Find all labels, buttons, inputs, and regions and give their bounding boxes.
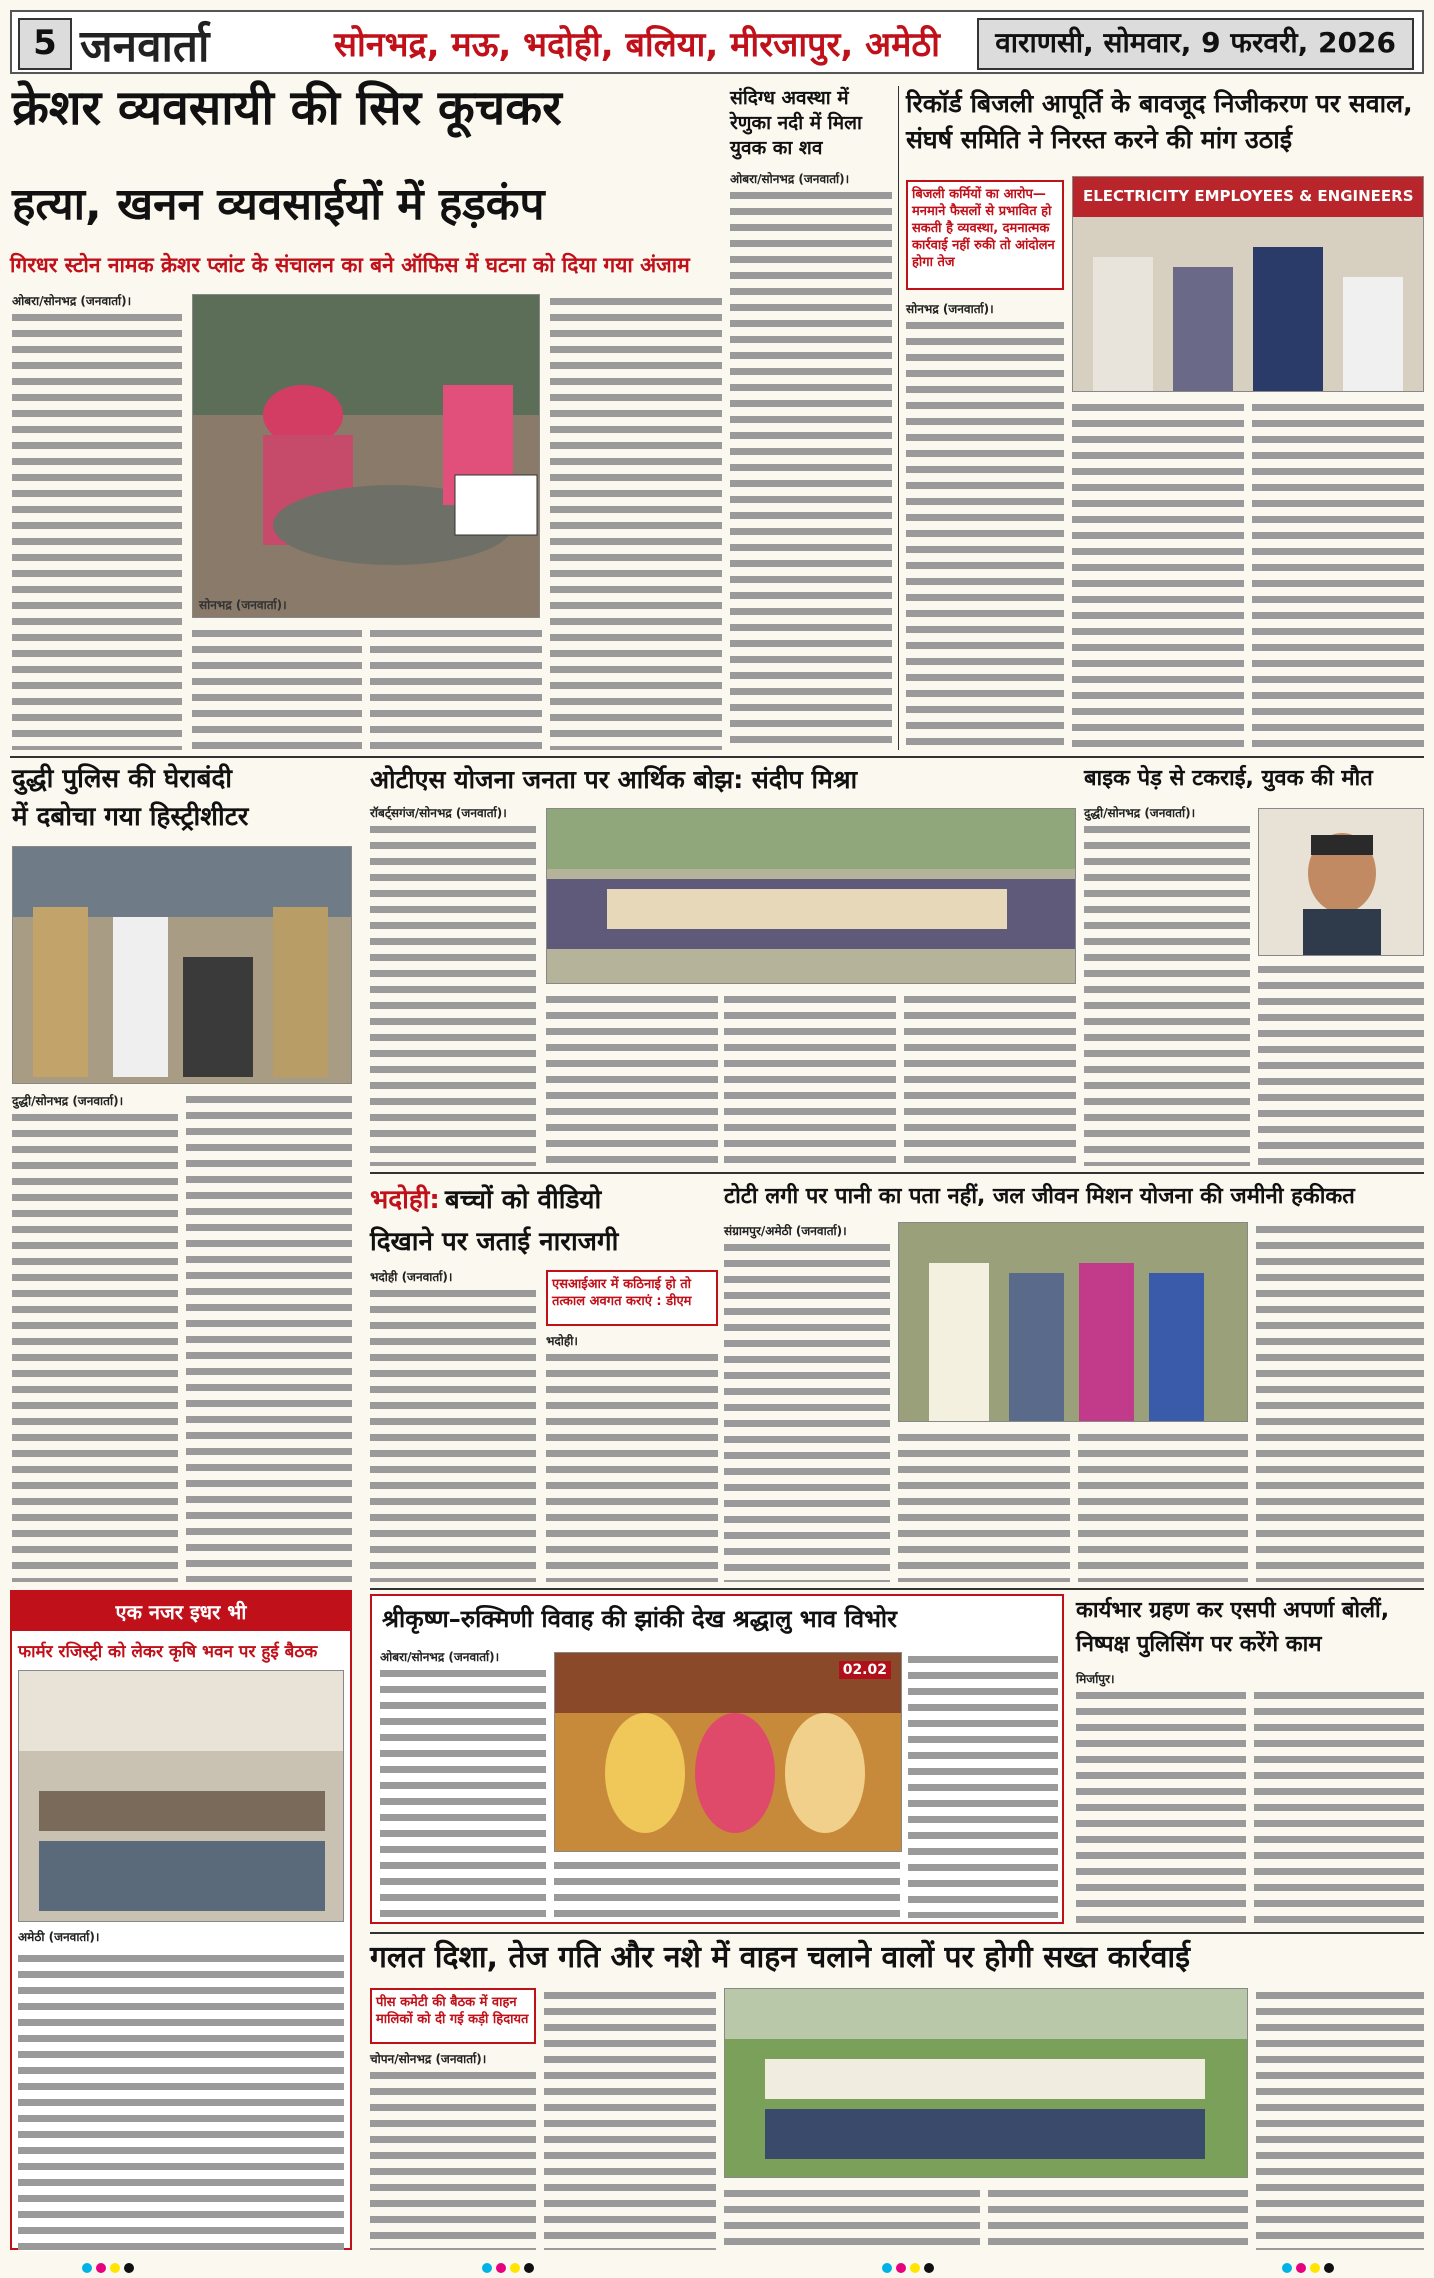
registration-marks-mid (880, 2258, 936, 2272)
story8-body-col1 (724, 1240, 890, 1582)
story9-photo-stamp: 02.02 (839, 1661, 891, 1679)
story3-banner: ELECTRICITY EMPLOYEES & ENGINEERS (1083, 187, 1414, 205)
page-number: 5 (18, 18, 72, 70)
lead-dateline: ओबरा/सोनभद्र (जनवार्ता)। (12, 294, 132, 308)
story6-dateline: दुद्धी/सोनभद्र (जनवार्ता)। (1084, 806, 1196, 820)
story5-body-col3 (724, 992, 896, 1166)
lead-subhead: गिरधर स्टोन नामक क्रेशर प्लांट के संचालन का बने ऑफिस में घटना को दिया गया अंजाम (10, 253, 690, 277)
story9-dateline: ओबरा/सोनभद्र (जनवार्ता)। (380, 1650, 500, 1664)
story11-dateline: अमेठी (जनवार्ता)। (18, 1930, 100, 1944)
lead-body-col2 (192, 626, 362, 750)
story5-dateline: रॉबर्ट्सगंज/सोनभद्र (जनवार्ता)। (370, 806, 507, 820)
story9-photo (554, 1652, 902, 1852)
story7-headline-1: बच्चों को वीडियो (444, 1185, 602, 1215)
story4-body-col2 (186, 1092, 352, 1582)
registration-marks-left (80, 2258, 136, 2272)
story11-box (10, 1590, 352, 2250)
story5-body-col1 (370, 822, 536, 1166)
story4-photo (12, 846, 352, 1084)
story2-headline: संदिग्ध अवस्था में रेणुका नदी में मिला युवक का शव (730, 87, 862, 159)
story6-photo (1258, 808, 1424, 956)
story10-headline: कार्यभार ग्रहण कर एसपी अपर्णा बोलीं, निष्पक्ष पुलिसिंग पर करेंगे काम (1076, 1598, 1390, 1657)
story9-body-col2 (554, 1858, 900, 1918)
story12-subhead: पीस कमेटी की बैठक में वाहन मालिकों को दी गई कड़ी हिदायत (370, 1988, 536, 2044)
story4-body-col1 (12, 1110, 178, 1582)
story6-body-col2 (1258, 962, 1424, 1166)
story3-body-col3 (1252, 400, 1424, 750)
paper-name: जनवार्ता (80, 21, 210, 72)
story7-body-col1 (370, 1286, 536, 1582)
story11-photo (18, 1670, 344, 1922)
story11-box-title: एक नजर इधर भी (12, 1592, 350, 1631)
story3-headline: रिकॉर्ड बिजली आपूर्ति के बावजूद निजीकरण पर सवाल, संघर्ष समिति ने निरस्त करने की मांग उठाई (906, 89, 1413, 154)
story3-photo (1072, 176, 1424, 392)
lead-body-col1 (12, 310, 182, 750)
story8-body-col4 (1256, 1222, 1424, 1582)
story8-body-col3 (1078, 1430, 1248, 1582)
story3-body-col1 (906, 318, 1064, 750)
masthead (10, 10, 1424, 74)
story5-photo (546, 808, 1076, 984)
story4-headline-2: में दबोचा गया हिस्ट्रीशीटर (12, 802, 249, 832)
story2-dateline: ओबरा/सोनभद्र (जनवार्ता)। (730, 172, 850, 186)
story3-subhead: बिजली कर्मियों का आरोप—मनमाने फैसलों से प्रभावित हो सकती है व्यवस्था, दमनात्मक कार्रवाई नहीं रुकी तो आंदोलन होगा तेज (906, 180, 1064, 290)
lead-headline-1: क्रेशर व्यवसायी की सिर कूचकर (12, 80, 562, 136)
story7-dateline: भदोही (जनवार्ता)। (370, 1270, 453, 1284)
story3-dateline: सोनभद्र (जनवार्ता)। (906, 302, 994, 316)
story6-headline: बाइक पेड़ से टकराई, युवक की मौत (1084, 766, 1373, 791)
story3-body-col2 (1072, 400, 1244, 750)
story5-body-col4 (904, 992, 1076, 1166)
lead-headline-2: हत्या, खनन व्यवसाईयों में हड़कंप (12, 179, 545, 230)
story12-photo (724, 1988, 1248, 2178)
story10-body-col1 (1076, 1688, 1246, 1924)
story11-body (18, 1951, 344, 2251)
story12-body-col1 (370, 2068, 536, 2250)
story12-body-col5 (1256, 1988, 1424, 2250)
story6-body-col1 (1084, 822, 1250, 1166)
story12-body-col2 (544, 1988, 716, 2250)
story4-headline-1: दुद्धी पुलिस की घेराबंदी (12, 764, 232, 794)
story8-headline: टोटी लगी पर पानी का पता नहीं, जल जीवन मिशन योजना की जमीनी हकीकत (724, 1184, 1355, 1209)
story9-body-col1 (380, 1666, 546, 1918)
story10-body-col2 (1254, 1688, 1424, 1924)
story9-box (370, 1594, 1064, 1924)
story10-dateline: मिर्जापुर। (1076, 1672, 1115, 1686)
story9-body-col3 (908, 1652, 1058, 1918)
story5-headline: ओटीएस योजना जनता पर आर्थिक बोझ: संदीप मिश्रा (370, 765, 858, 794)
story12-dateline: चोपन/सोनभद्र (जनवार्ता)। (370, 2052, 487, 2066)
story12-body-col4 (988, 2186, 1248, 2250)
story8-body-col2 (898, 1430, 1070, 1582)
masthead-dateline: वाराणसी, सोमवार, 9 फरवरी, 2026 (977, 18, 1414, 70)
story7-headline-2: दिखाने पर जताई नाराजगी (370, 1227, 619, 1257)
lead-body-col3 (370, 294, 722, 750)
story12-body-col3 (724, 2186, 980, 2250)
registration-marks-center (480, 2258, 536, 2272)
section-divider (10, 756, 1424, 758)
story7-sidebar-head: एसआईआर में कठिनाई हो तो तत्काल अवगत कराएं : डीएम (546, 1270, 718, 1326)
story5-body-col2 (546, 992, 718, 1166)
story7-headline-block (370, 1180, 706, 1264)
section-divider (370, 1932, 1424, 1934)
story7-sidebar-dateline: भदोही। (546, 1334, 578, 1348)
story8-dateline: संग्रामपुर/अमेठी (जनवार्ता)। (724, 1224, 847, 1238)
lead-photo-caption: सोनभद्र (जनवार्ता)। (199, 598, 287, 612)
story2-body (730, 188, 892, 748)
masthead-cities: सोनभद्र, मऊ, भदोही, बलिया, मीरजापुर, अमेठी (334, 25, 940, 65)
story11-headline: फार्मर रजिस्ट्री को लेकर कृषि भवन पर हुई बैठक (18, 1642, 318, 1662)
story8-photo (898, 1222, 1248, 1422)
story4-dateline: दुद्धी/सोनभद्र (जनवार्ता)। (12, 1094, 124, 1108)
section-divider (370, 1588, 1424, 1590)
section-divider (370, 1172, 1424, 1174)
story9-headline: श्रीकृष्ण–रुक्मिणी विवाह की झांकी देख श्रद्धालु भाव विभोर (382, 1605, 897, 1633)
registration-marks-right (1280, 2258, 1336, 2272)
story7-sidebar-body (546, 1350, 718, 1582)
story12-headline: गलत दिशा, तेज गति और नशे में वाहन चलाने वालों पर होगी सख्त कार्रवाई (370, 1940, 1190, 1975)
story7-kicker: भदोही: (370, 1185, 440, 1215)
column-rule (898, 86, 899, 750)
